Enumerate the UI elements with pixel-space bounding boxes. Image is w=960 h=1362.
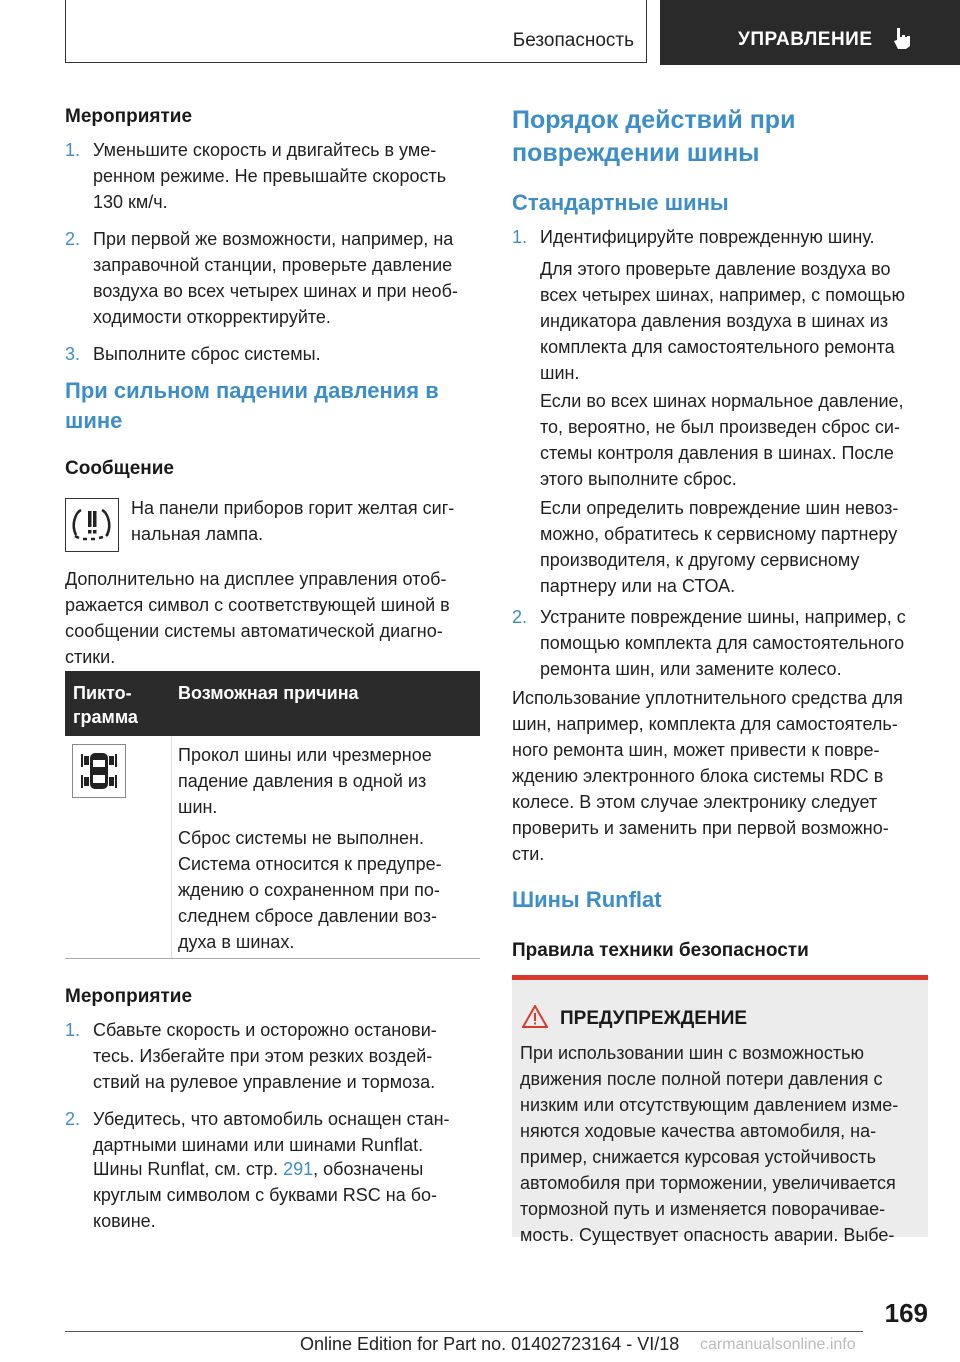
heading-line: Порядок действий при (512, 106, 796, 134)
step-1-para-2 (540, 388, 904, 492)
text-line: Убедитесь, что автомобиль оснащен стан- (93, 1109, 450, 1129)
measures-heading-2: Мероприятие (65, 986, 193, 1007)
text-line: воздуха во всех четырех шинах и при необ- (93, 281, 458, 301)
text-line: пример, снижается курсовая устойчивость (520, 1147, 877, 1167)
pressure-drop-heading (65, 376, 439, 436)
text-line: Сброс системы не выполнен. (178, 828, 424, 848)
car-tire-pictogram (72, 744, 126, 798)
standard-tires-heading: Стандартные шины (512, 190, 729, 215)
list-number: 1. (65, 1020, 81, 1040)
text-line: Уменьшите скорость и двигайтесь в уме- (93, 140, 437, 160)
text-line: сти. (512, 844, 545, 864)
ref-before: Шины Runflat, см. стр. (93, 1159, 284, 1179)
header-section-box (65, 0, 647, 63)
text-line: Выполните сброс системы. (93, 344, 321, 364)
display-text (65, 566, 450, 670)
step-number-1: 1. (512, 227, 528, 247)
text-line: мость. Существует опасность аварии. Выбе- (520, 1225, 895, 1245)
text-line: тесь. Избегайте при этом резких воздей- (93, 1046, 433, 1066)
text-line: стики. (65, 647, 116, 667)
text-line: помощью комплекта для самостоятельного (540, 633, 905, 653)
text-line: ренном режиме. Не превышайте скорость (93, 166, 447, 186)
step-2-text (540, 604, 906, 682)
heading-line: При сильном падении давления в (65, 378, 439, 403)
list-item (93, 1106, 450, 1158)
warning-box (512, 975, 928, 1245)
step-1-text: Идентифицируйте поврежденную шину. (540, 227, 875, 247)
warning-text (520, 1040, 920, 1248)
section-title: Безопасность (512, 30, 634, 51)
text-line: низким или отсутствующим давлением изме- (520, 1095, 899, 1115)
text-line: движения после полной потери давления с (520, 1069, 883, 1089)
tire-damage-heading (512, 104, 795, 170)
text-line: 130 км/ч. (93, 192, 168, 212)
text-line: Для этого проверьте давление воздуха во (540, 259, 891, 279)
cause-text-2 (178, 825, 442, 955)
footer-edition: Online Edition for Part no. 01402723164 - VI/18 (300, 1334, 680, 1354)
chapter-tab-label: УПРАВЛЕНИЕ (738, 29, 873, 50)
heading-line: шине (65, 408, 123, 433)
text-line: ждению электронного блока системы RDC в (512, 766, 884, 786)
text-line: круглым символом с буквами RSC на бо- (93, 1185, 438, 1205)
step-number-2: 2. (512, 607, 528, 627)
text-line: При использовании шин с возможностью (520, 1043, 864, 1063)
text-line: ждению о сохраненном при по- (178, 880, 440, 900)
ref-after: , обозначены (313, 1159, 424, 1179)
text-line: индикатора давления воздуха в шинах из (540, 311, 889, 331)
text-line: дартными шинами или шинами Runflat. (93, 1135, 424, 1155)
text-line: Если определить повреждение шин невоз- (540, 498, 899, 518)
list-number: 1. (65, 140, 81, 160)
text-line: ствий на рулевое управление и тормоза. (93, 1072, 436, 1092)
text-line: сообщении системы автоматической диагно- (65, 621, 443, 641)
tire-warning-icon (65, 498, 119, 552)
text-line: проверить и заменить при первой возможно- (512, 818, 889, 838)
page-link-291[interactable]: 291 (283, 1159, 314, 1179)
text-line: тормозной путь и изменяется поворачивае- (520, 1199, 886, 1219)
text-line: заправочной станции, проверьте давление (93, 255, 453, 275)
table-header-cause: Возможная причина (178, 683, 359, 703)
list-item (93, 137, 446, 215)
list-number: 2. (65, 1109, 81, 1129)
text-line: Система относится к предупре- (178, 854, 442, 874)
footer-rule (65, 1331, 863, 1332)
text-line: стемы контроля давления в шинах. После (540, 443, 894, 463)
step-1-para-1 (540, 256, 905, 386)
text-line: следнем сбросе давлении воз- (178, 906, 437, 926)
measures-heading-1: Мероприятие (65, 106, 193, 127)
pointer-hand-icon (892, 26, 914, 55)
text-line: Прокол шины или чрезмерное (178, 745, 432, 765)
text-line: этого выполните сброс. (540, 469, 737, 489)
table-column-divider (171, 736, 172, 958)
list-item (93, 341, 321, 367)
text-line: нальная лампа. (131, 524, 264, 544)
text-line: ражается символ с соответствующей шиной в (65, 595, 450, 615)
text-line: можно, обратитесь к сервисному партнеру (540, 524, 898, 544)
text-line: автомобиля при торможении, увеличивается (520, 1173, 896, 1193)
warning-title: ПРЕДУПРЕЖДЕНИЕ (560, 1008, 748, 1029)
text-line: шин, например, комплекта для самостоятель- (512, 714, 898, 734)
table-header (65, 671, 480, 736)
text-line: ремонта шин, или замените колесо. (540, 659, 842, 679)
text-line: На панели приборов горит желтая сиг- (131, 498, 455, 518)
heading-line: повреждении шины (512, 139, 760, 167)
cause-text-1 (178, 742, 432, 820)
text-line: Если во всех шинах нормальное давление, (540, 391, 904, 411)
chapter-tab[interactable] (660, 0, 960, 65)
page-number: 169 (884, 1298, 928, 1328)
text-line: ходимости откорректируйте. (93, 307, 331, 327)
list-number: 3. (65, 344, 81, 364)
header-line: грамма (73, 707, 138, 727)
text-line: Дополнительно на дисплее управления отоб- (65, 569, 447, 589)
text-line: ного ремонта шин, может привести к повре- (512, 740, 880, 760)
text-line: шин. (540, 363, 580, 383)
text-line: шин. (178, 797, 218, 817)
text-line (93, 1156, 437, 1182)
runflat-reference (93, 1156, 437, 1234)
text-line: колесе. В этом случае электронику следует (512, 792, 878, 812)
text-line: всех четырех шинах, например, с помощью (540, 285, 906, 305)
safety-rules-heading: Правила техники безопасности (512, 940, 809, 961)
watermark: carmanualsonline.info (700, 1336, 856, 1353)
header-line: Пикто- (73, 683, 132, 703)
message-text (131, 495, 454, 547)
text-line: падение давления в одной из (178, 771, 427, 791)
list-item (93, 226, 458, 330)
table-bottom-rule (65, 958, 480, 959)
text-line: ковине. (93, 1211, 156, 1231)
message-heading: Сообщение (65, 458, 174, 479)
text-line: Устраните повреждение шины, например, с (540, 607, 906, 627)
list-item (93, 1017, 437, 1095)
text-line: производителя, к другому сервисному (540, 550, 860, 570)
list-number: 2. (65, 229, 81, 249)
sealant-text (512, 685, 903, 867)
text-line: няются ходовые качества автомобиля, на- (520, 1121, 877, 1141)
text-line: При первой же возможности, например, на (93, 229, 454, 249)
runflat-heading: Шины Runflat (512, 887, 662, 912)
text-line: духа в шинах. (178, 932, 295, 952)
text-line: то, вероятно, не был произведен сброс си- (540, 417, 900, 437)
text-line: комплекта для самостоятельного ремонта (540, 337, 895, 357)
text-line: Использование уплотнительного средства для (512, 688, 903, 708)
step-1-para-3 (540, 495, 898, 599)
warning-triangle-icon (522, 1005, 548, 1033)
text-line: Сбавьте скорость и осторожно останови- (93, 1020, 437, 1040)
table-header-pictogram (73, 681, 138, 729)
text-line: партнеру или на СТОА. (540, 576, 736, 596)
